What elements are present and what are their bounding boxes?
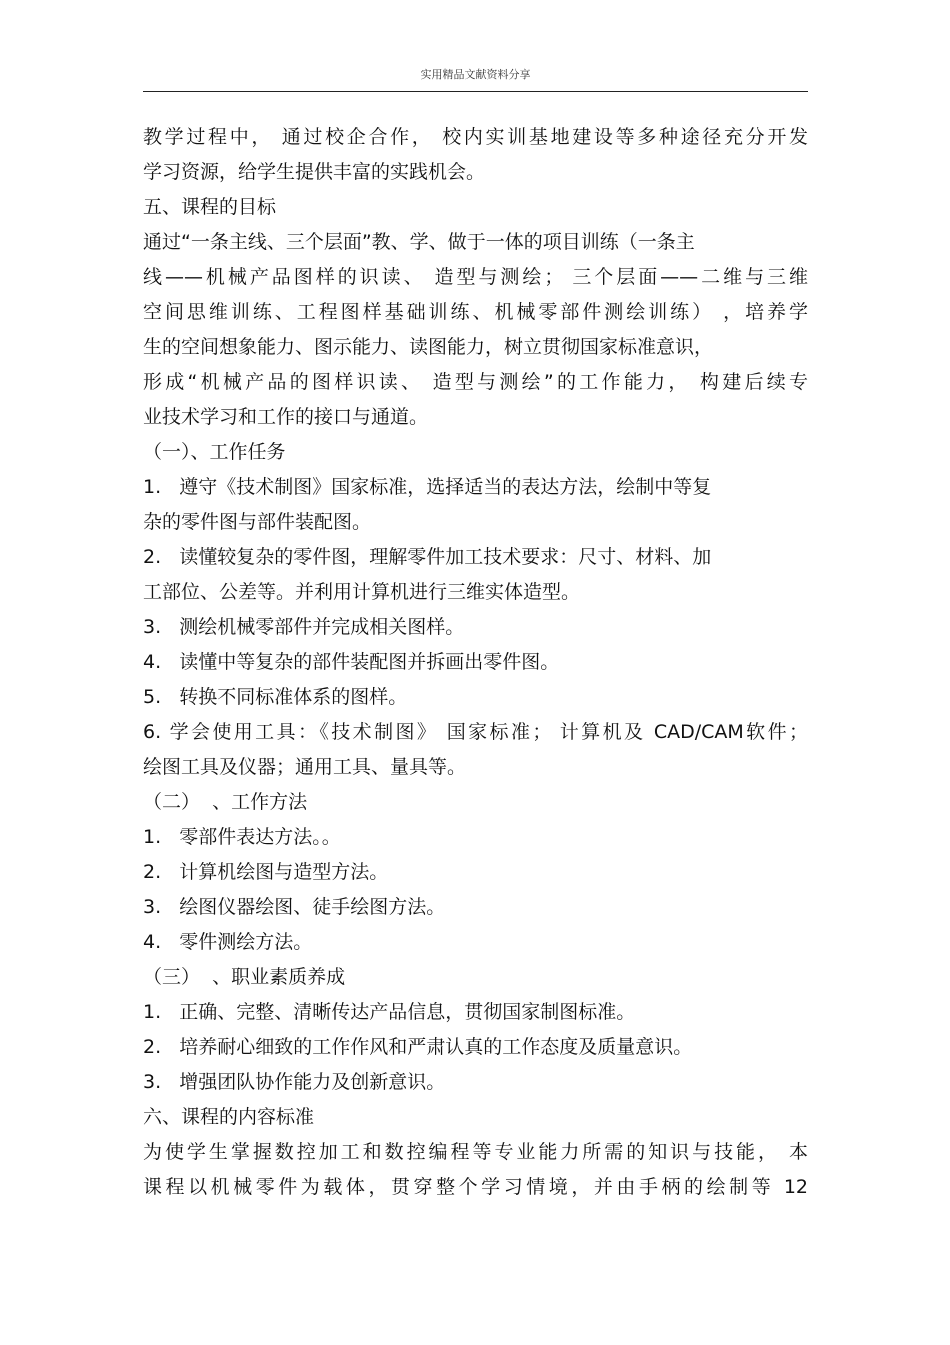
text-line: 1. 正确、完整、清晰传达产品信息，贯彻国家制图标准。 (143, 1001, 636, 1023)
text-line: 4. 零件测绘方法。 (143, 931, 313, 953)
text-line: 3. 增强团队协作能力及创新意识。 (143, 1071, 446, 1093)
text-line: 5. 转换不同标准体系的图样。 (143, 686, 408, 708)
text-line: 6. 学会使用工具：《技术制图》 国家标准； 计算机及 CAD/CAM软件； (143, 721, 808, 743)
text-line: 3. 测绘机械零部件并完成相关图样。 (143, 616, 465, 638)
text-line: （二） 、工作方法 (143, 791, 308, 813)
text-line: （三） 、职业素质养成 (143, 966, 346, 988)
text-line: 2. 培养耐心细致的工作作风和严肃认真的工作态度及质量意识。 (143, 1036, 693, 1058)
text-line: 课程以机械零件为载体，贯穿整个学习情境，并由手柄的绘制等 12 (143, 1176, 808, 1198)
text-line: 2. 读懂较复杂的零件图，理解零件加工技术要求：尺寸、材料、加 (143, 546, 712, 568)
text-line: 为使学生掌握数控加工和数控编程等专业能力所需的知识与技能， 本 (143, 1141, 808, 1163)
document-body (143, 120, 808, 1205)
text-line: 绘图工具及仪器；通用工具、量具等。 (143, 756, 467, 778)
text-line: 线——机械产品图样的识读、 造型与测绘； 三个层面——二维与三维 (143, 266, 808, 288)
text-line: 杂的零件图与部件装配图。 (143, 511, 372, 533)
page-header: 实用精品文献资料分享 (420, 68, 531, 81)
text-line: 1. 零部件表达方法。。 (143, 826, 341, 848)
text-line: 六、课程的内容标准 (143, 1106, 315, 1128)
text-line: 4. 读懂中等复杂的部件装配图并拆画出零件图。 (143, 651, 560, 673)
text-line: 形成“机械产品的图样识读、 造型与测绘”的工作能力， 构建后续专 (143, 371, 808, 393)
header-divider (143, 91, 808, 92)
text-line: 通过“一条主线、三个层面”教、学、做于一体的项目训练（一条主 (143, 231, 695, 253)
text-line: 业技术学习和工作的接口与通道。 (143, 406, 429, 428)
text-line: （一）、工作任务 (143, 441, 286, 463)
text-line: 生的空间想象能力、图示能力、读图能力，树立贯彻国家标准意识， (143, 336, 714, 358)
text-line: 1. 遵守《技术制图》国家标准，选择适当的表达方法，绘制中等复 (143, 476, 712, 498)
text-line: 2. 计算机绘图与造型方法。 (143, 861, 389, 883)
text-line: 工部位、公差等。并利用计算机进行三维实体造型。 (143, 581, 581, 603)
text-line: 五、课程的目标 (143, 196, 277, 218)
text-line: 教学过程中， 通过校企合作， 校内实训基地建设等多种途径充分开发 (143, 126, 808, 148)
text-line: 学习资源，给学生提供丰富的实践机会。 (143, 161, 486, 183)
text-line: 3. 绘图仪器绘图、徒手绘图方法。 (143, 896, 446, 918)
text-line: 空间思维训练、工程图样基础训练、机械零部件测绘训练） ，培养学 (143, 301, 808, 323)
